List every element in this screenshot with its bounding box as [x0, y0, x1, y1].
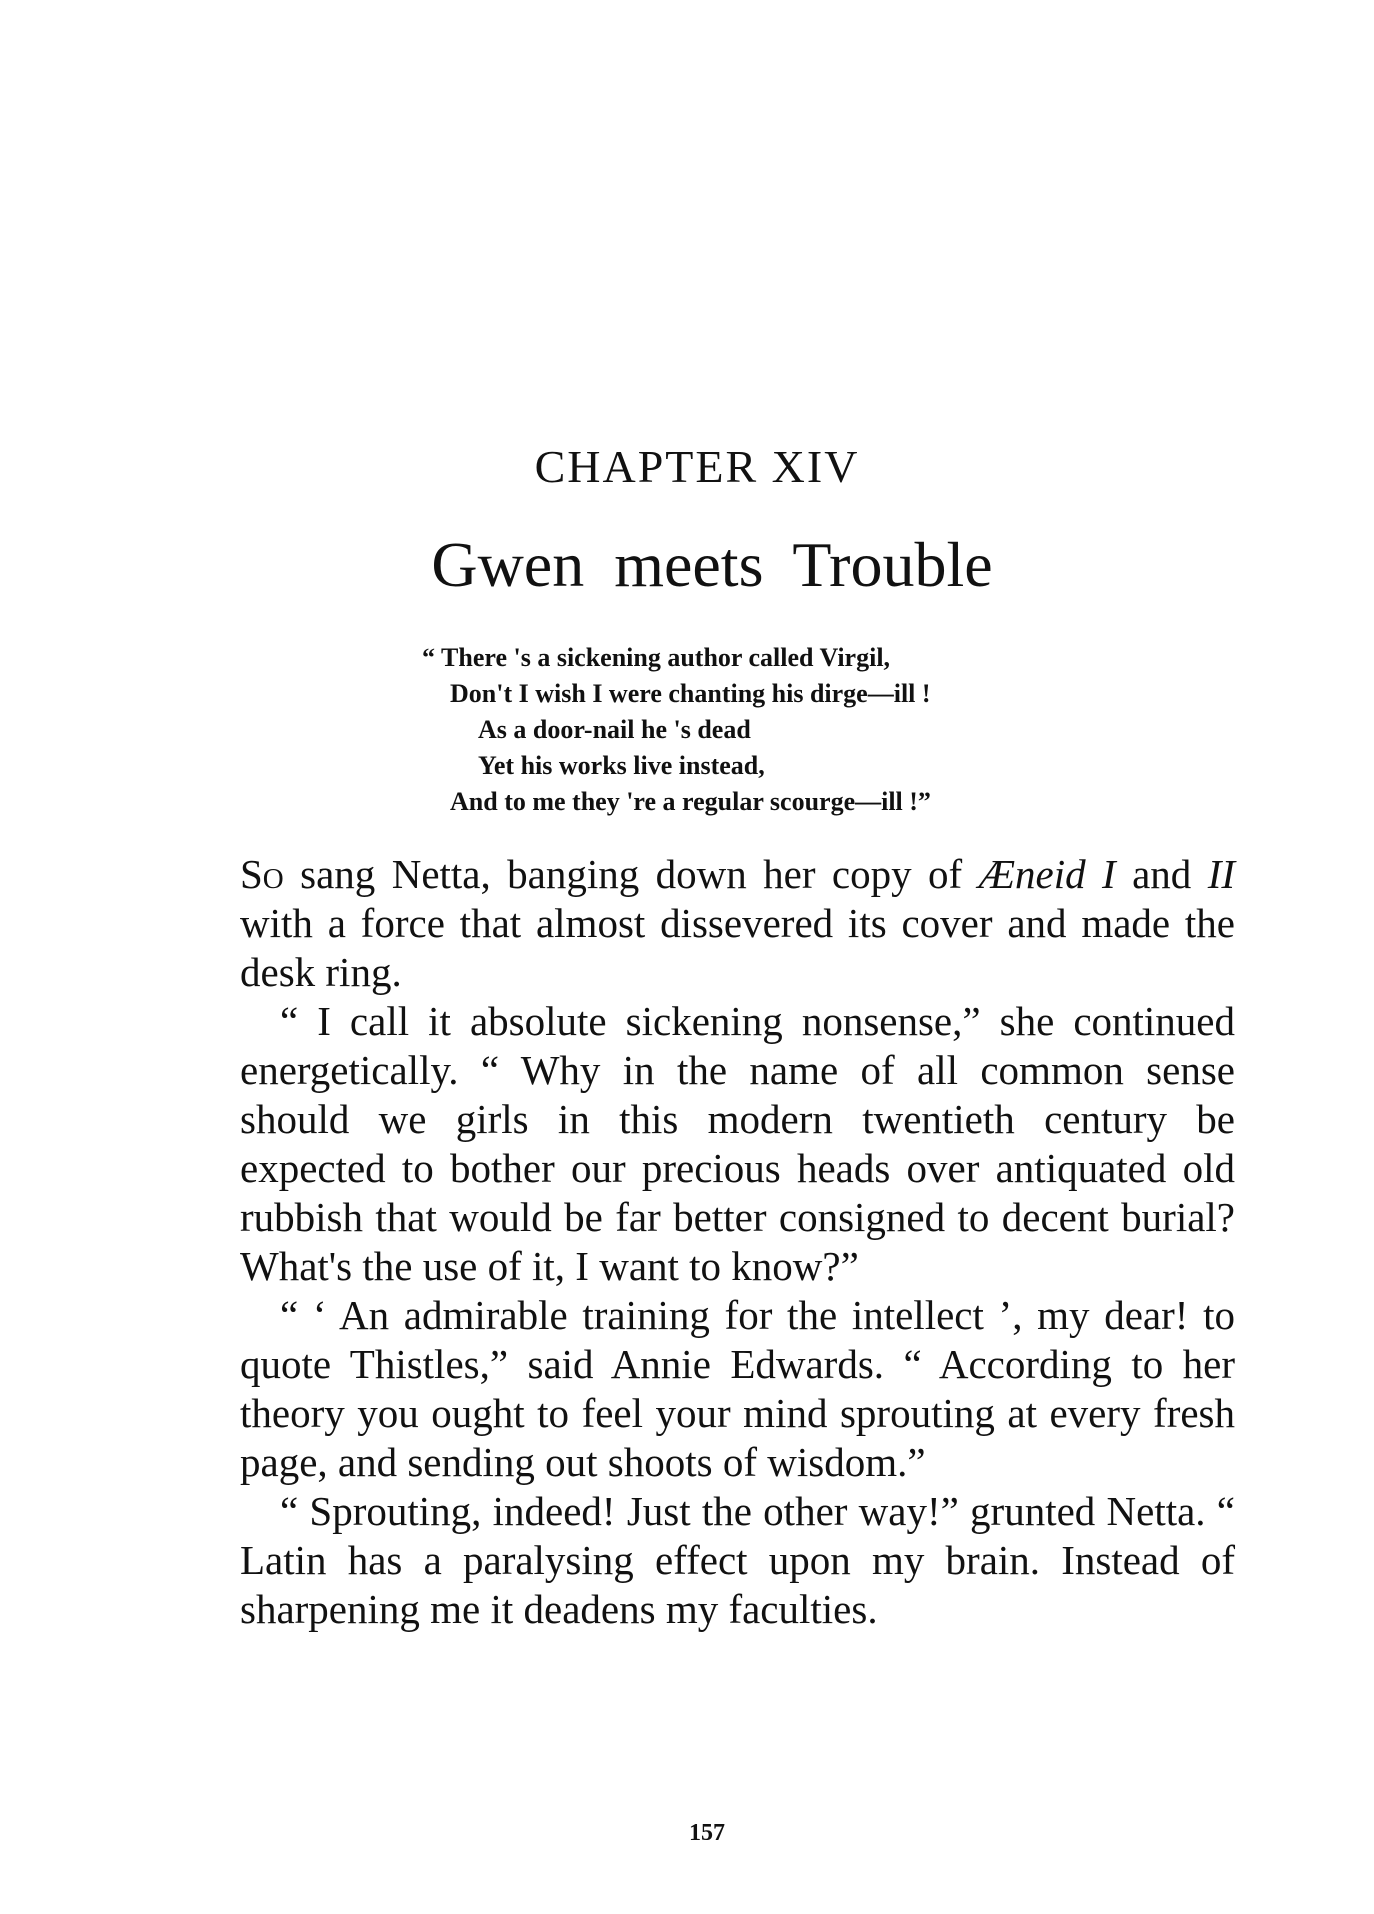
book-title-aeneid-2: II: [1207, 851, 1236, 897]
paragraph-3: “ ‘ An admirable training for the intellect ’, my dear! to quote Thistles,” said Annie Edwards. “ According to her theory you ought to feel your mind sprouting at every fresh page, and sending out shoots of wisdom.”: [240, 1292, 1235, 1485]
body-text: [240, 850, 1235, 1634]
paragraph-1: [240, 850, 1235, 997]
paragraph-4: “ Sprouting, indeed! Just the other way!” grunted Netta. “ Latin has a paralysing effect upon my brain. Instead of sharpening me it deadens my faculties.: [240, 1488, 1235, 1632]
epigraph-line: “ There 's a sickening author called Virgil,: [422, 643, 891, 672]
page-number: 157: [689, 1820, 725, 1846]
epigraph-line: Yet his works live instead,: [478, 751, 765, 780]
epigraph-line: And to me they 're a regular scourge—ill !”: [450, 787, 931, 816]
paragraph-2: “ I call it absolute sickening nonsense,” she continued energetically. “ Why in the name of all common sense should we girls in this modern twentieth century be expected to bother our precious heads over antiquated old rubbish that would be far better consigned to decent burial? What's the use of it, I want to know?”: [240, 998, 1235, 1289]
paragraph-1-text-c: with a force that almost dissevered its cover and made the desk ring.: [240, 900, 1235, 995]
chapter-title: Gwen meets Trouble: [431, 529, 993, 600]
paragraph-1-text-b: and: [1115, 851, 1208, 897]
epigraph-line: As a door-nail he 's dead: [478, 715, 751, 744]
epigraph-line: Don't I wish I were chanting his dirge—ill !: [450, 679, 931, 708]
chapter-number: CHAPTER XIV: [534, 441, 860, 492]
epigraph: [422, 640, 1062, 820]
opening-word: So: [240, 851, 284, 897]
paragraph-1-text-a: sang Netta, banging down her copy of: [283, 851, 979, 897]
book-title-aeneid-1: Æneid I: [978, 851, 1116, 897]
